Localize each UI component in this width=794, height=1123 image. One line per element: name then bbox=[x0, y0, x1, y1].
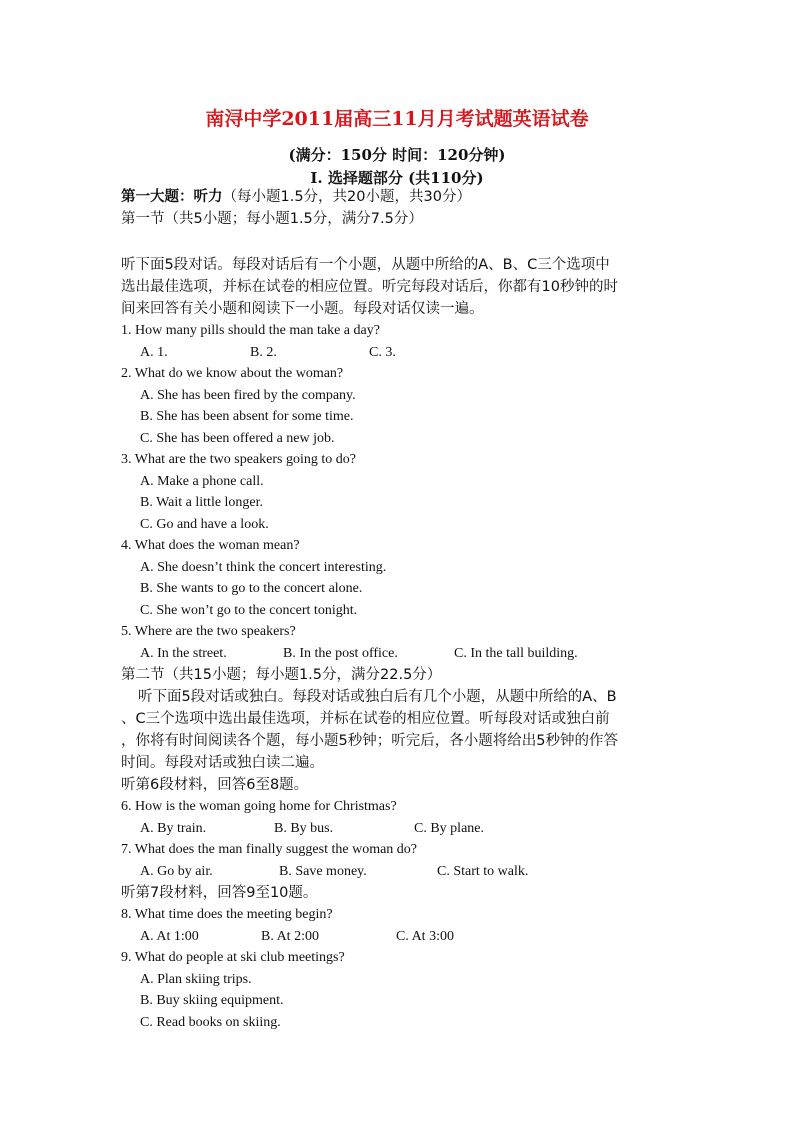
exam-title: 南浔中学2011届高三11月月考试题英语试卷 bbox=[205, 108, 589, 130]
option-c: C. She has been offered a new job. bbox=[140, 430, 335, 446]
question-6-options bbox=[121, 818, 681, 840]
instruction-line: ，你将有时间阅读各个题，每小题5秒钟；听完后，各小题将给出5秒钟的作答 bbox=[121, 733, 618, 749]
option-c: C. At 3:00 bbox=[396, 928, 454, 944]
option-a: A. In the street. bbox=[140, 645, 227, 661]
question-1-options bbox=[121, 342, 681, 364]
audio-6-note: 听第6段材料，回答6至8题。 bbox=[121, 777, 309, 793]
instruction-line: 听下面5段对话。每段对话后有一个小题，从题中所给的A、B、C三个选项中 bbox=[121, 257, 610, 273]
option-c: C. 3. bbox=[369, 344, 396, 360]
question-2: 2. What do we know about the woman? bbox=[121, 366, 344, 381]
option-c: C. In the tall building. bbox=[454, 645, 578, 661]
option-a: A. Plan skiing trips. bbox=[140, 971, 252, 987]
option-c: C. Read books on skiing. bbox=[140, 1014, 281, 1030]
option-b: B. 2. bbox=[250, 344, 277, 360]
option-c: C. By plane. bbox=[414, 820, 484, 836]
question-4: 4. What does the woman mean? bbox=[121, 538, 300, 553]
section2-heading: 第二节（共15小题；每小题1.5分，满分22.5分） bbox=[121, 667, 442, 683]
question-7-options bbox=[121, 861, 681, 883]
exam-content bbox=[121, 186, 681, 1033]
option-b: B. Wait a little longer. bbox=[140, 495, 264, 510]
question-9: 9. What do people at ski club meetings? bbox=[121, 950, 345, 965]
option-c: C. Start to walk. bbox=[437, 863, 529, 879]
option-a: A. At 1:00 bbox=[140, 928, 199, 944]
part1-heading bbox=[121, 186, 681, 208]
instruction-line: 间来回答有关小题和阅读下一小题。每段对话仅读一遍。 bbox=[121, 301, 484, 317]
question-7: 7. What does the man finally suggest the woman do? bbox=[121, 842, 418, 857]
option-a: A. Make a phone call. bbox=[140, 473, 264, 489]
part1-heading-label: 第一大题：听力 bbox=[121, 189, 223, 205]
option-b: B. At 2:00 bbox=[261, 928, 319, 944]
option-c: C. She won’t go to the concert tonight. bbox=[140, 602, 358, 618]
option-b: B. By bus. bbox=[274, 820, 334, 836]
question-5-options bbox=[121, 643, 681, 665]
section1-heading: 第一节（共5小题；每小题1.5分，满分7.5分） bbox=[121, 211, 423, 227]
section-title: I. 选择题部分 (共110分) bbox=[310, 169, 484, 187]
option-a: A. Go by air. bbox=[140, 863, 213, 879]
option-a: A. By train. bbox=[140, 820, 207, 836]
option-b: B. Buy skiing equipment. bbox=[140, 993, 284, 1008]
question-1: 1. How many pills should the man take a day? bbox=[121, 323, 380, 338]
option-c: C. Go and have a look. bbox=[140, 516, 269, 532]
option-a: A. She has been fired by the company. bbox=[140, 387, 356, 403]
part1-heading-note: （每小题1.5分，共20小题，共30分） bbox=[222, 189, 471, 205]
option-a: A. She doesn’t think the concert interesting. bbox=[140, 559, 387, 575]
question-3: 3. What are the two speakers going to do? bbox=[121, 452, 356, 467]
option-b: B. In the post office. bbox=[283, 645, 398, 661]
score-time-line: (满分：150分 时间：120分钟) bbox=[288, 146, 506, 164]
question-6: 6. How is the woman going home for Christmas? bbox=[121, 799, 397, 814]
question-5: 5. Where are the two speakers? bbox=[121, 624, 296, 639]
audio-7-note: 听第7段材料，回答9至10题。 bbox=[121, 885, 318, 901]
question-8-options bbox=[121, 926, 681, 948]
option-b: B. She wants to go to the concert alone. bbox=[140, 581, 363, 596]
instruction-line: 听下面5段对话或独白。每段对话或独白后有几个小题，从题中所给的A、B bbox=[138, 689, 617, 705]
instruction-line: 时间。每段对话或独白读二遍。 bbox=[121, 755, 324, 771]
option-b: B. She has been absent for some time. bbox=[140, 409, 354, 424]
instruction-line: 选出最佳选项，并标在试卷的相应位置。听完每段对话后，你都有10秒钟的时 bbox=[121, 279, 618, 295]
instruction-line: 、C三个选项中选出最佳选项，并标在试卷的相应位置。听每段对话或独白前 bbox=[121, 711, 610, 727]
option-a: A. 1. bbox=[140, 344, 168, 360]
option-b: B. Save money. bbox=[279, 863, 367, 879]
question-8: 8. What time does the meeting begin? bbox=[121, 907, 333, 922]
